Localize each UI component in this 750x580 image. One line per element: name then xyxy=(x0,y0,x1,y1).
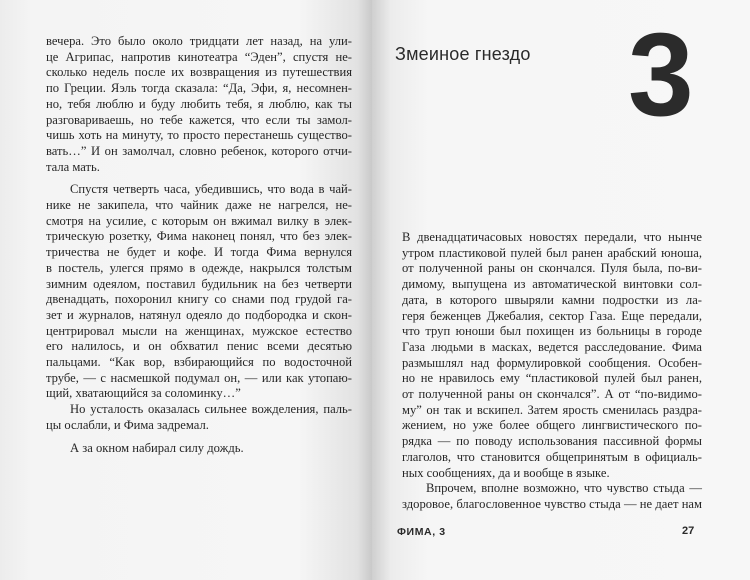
text-line: глаголов, что становится общепринятым в официаль- xyxy=(402,449,702,464)
text-line: цы ослабли, и Фима задремал. xyxy=(46,417,209,432)
text-line: тричества не будет и кофе. И тогда Фима вернулся xyxy=(46,245,352,260)
text-line: рядка — по поводу использования пассивной формы xyxy=(402,434,702,449)
text-line: от полученной раны он скончался. Пуля была, по-ви- xyxy=(402,261,702,276)
text-line: трубе, — с насмешкой подумал он, — или как утопаю- xyxy=(46,370,352,385)
text-line: Спустя четверть часа, убедившись, что вода в чай- xyxy=(70,182,352,197)
text-line: нике не закипела, что чайник даже не нагрелся, не- xyxy=(46,198,352,213)
text-line: це Агрипас, напротив кинотеатра “Эден”, спустя не- xyxy=(46,49,352,64)
text-line: В двенадцатичасовых новостях передали, что нынче xyxy=(402,230,702,244)
text-line: жением, но уже более общего лингвистического по- xyxy=(402,418,702,433)
chapter-number: 3 xyxy=(628,9,694,141)
text-line: геря беженцев Джебалия, сектор Газа. Еще передали, xyxy=(402,308,702,323)
text-line: пальцами. “Как вор, взбирающийся по водосточной xyxy=(46,355,352,370)
right-page-text xyxy=(402,230,702,513)
paragraph-gap xyxy=(46,175,352,182)
left-page xyxy=(0,0,372,580)
text-line: разговариваешь, но тебе кажется, что если ты замол- xyxy=(46,112,352,127)
text-line: ных сообщениях, да и вообще в языке. xyxy=(402,465,610,480)
text-line: А за окном набирал силу дождь. xyxy=(70,440,244,455)
text-line: его налилось, и он обхватил пенис всеми десятью xyxy=(46,339,352,354)
text-line: по Греции. Яэль тогда сказала: “Да, Эфи, я, несомнен- xyxy=(46,81,352,96)
text-line: двенадцать, похоронил книгу со снами под грудой га- xyxy=(46,292,352,307)
text-line: утром пластиковой пулей был ранен арабский юноша, xyxy=(402,245,702,260)
text-line: Газа людьми в масках, ведется расследование. Фима xyxy=(402,339,702,354)
text-line: му” он так и вскипел. Затем ярость сменилась раздра- xyxy=(402,402,702,417)
text-line: здоровое, благословенное чувство стыда — не дает нам xyxy=(402,496,702,511)
text-line: Но усталость оказалась сильнее вожделения, паль- xyxy=(70,402,352,417)
text-line: что труп юноши был похищен из больницы в городе xyxy=(402,324,702,339)
running-head: ФИМА, 3 xyxy=(397,526,446,538)
text-line: но, тебя люблю и буду любить тебя, я люблю, как ты xyxy=(46,96,352,111)
text-line: Впрочем, вполне возможно, что чувство стыда — xyxy=(426,481,702,496)
chapter-title: Змеиное гнездо xyxy=(395,44,531,64)
paragraph-gap xyxy=(46,434,352,441)
page-number: 27 xyxy=(682,525,695,537)
text-line: чишь хоть на минуту, то просто перестанешь существо- xyxy=(46,128,352,143)
text-line: вать…” И он замолчал, словно ребенок, которого отчи- xyxy=(46,143,352,158)
text-line: щий, хватающийся за соломинку…” xyxy=(46,386,241,401)
left-page-text xyxy=(46,34,352,456)
text-line: вечера. Это было около тридцати лет назад, на ули- xyxy=(46,34,352,48)
text-line: центрировал мысли на женщинах, мужское естество xyxy=(46,323,352,338)
text-line: зимним одеялом, поставил будильник на без четверти xyxy=(46,276,352,291)
text-line: смотря на усилие, с которым он вжимал вилку в элек- xyxy=(46,213,352,228)
text-line: размышлял над формулировкой сообщения. Особен- xyxy=(402,355,702,370)
text-line: трическую розетку, Фима наконец понял, что без элек- xyxy=(46,229,352,244)
text-line: сколько недель после их возвращения из путешествия xyxy=(46,65,352,80)
text-line: тала мать. xyxy=(46,159,100,174)
text-line: но не нравилось ему “пластиковой пулей был ранен, xyxy=(402,371,702,386)
text-line: димому, выпущена из автоматической винтовки сол- xyxy=(402,277,702,292)
text-line: зет и журналов, натянул одеяло до подбородка и скон- xyxy=(46,307,352,322)
text-line: дата, в которого швыряли камни подростки из ла- xyxy=(402,292,702,307)
text-line: от полученной раны он скончался”. А от “по-видимо- xyxy=(402,387,702,402)
text-line: в постель, улегся прямо в одежде, накрылся толстым xyxy=(46,260,352,275)
